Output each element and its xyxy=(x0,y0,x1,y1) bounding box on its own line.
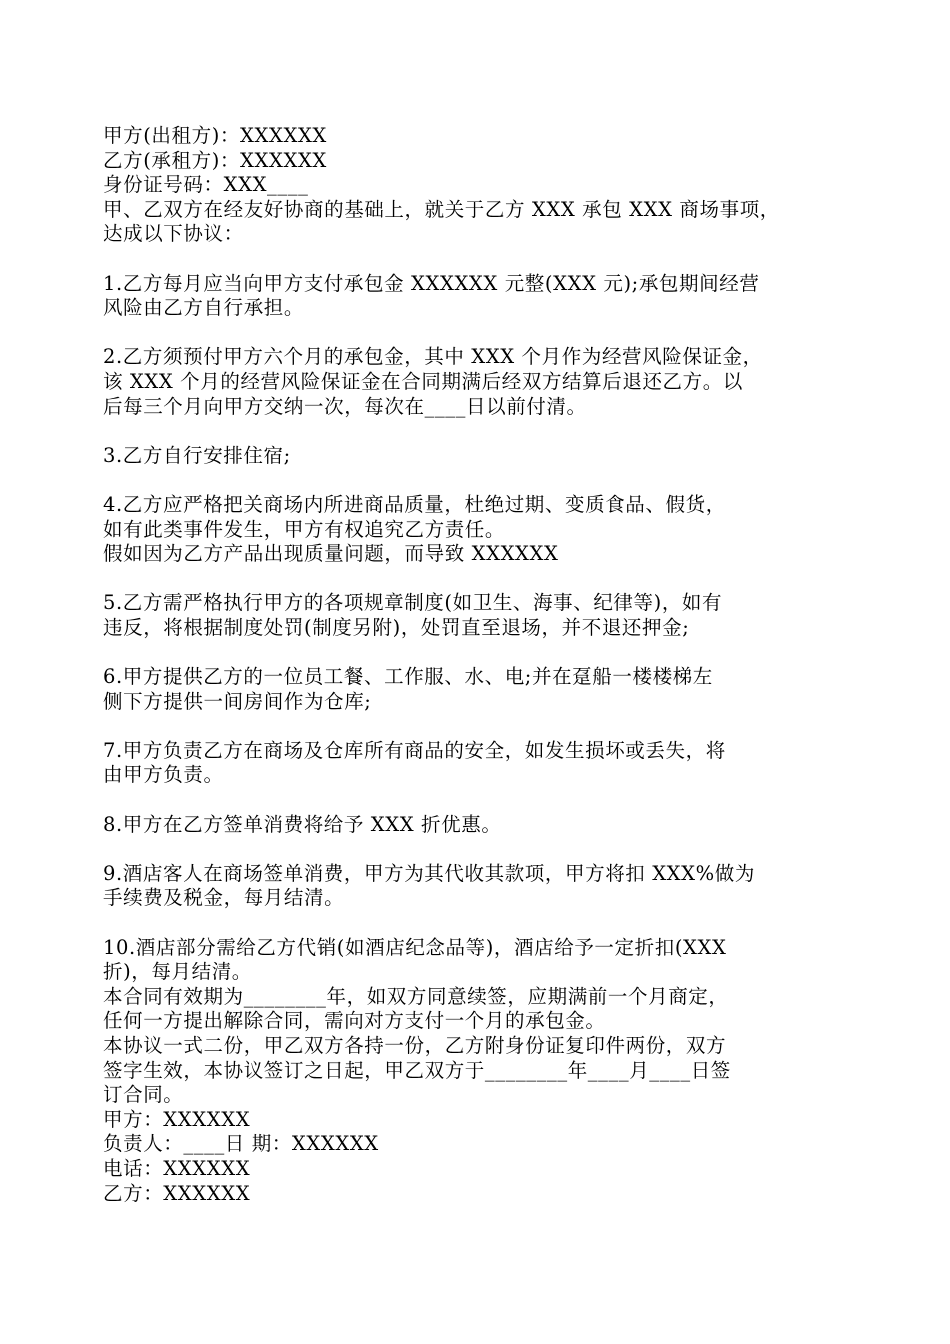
term-line: 任何一方提出解除合同，需向对方支付一个月的承包金。 xyxy=(103,1009,606,1033)
intro-line: 达成以下协议： xyxy=(103,222,244,246)
copies-line: 签字生效，本协议签订之日起，甲乙双方于________年____月____日签 xyxy=(103,1058,731,1082)
id-number-line: 身份证号码：XXX____ xyxy=(103,173,309,197)
clause-8-line: 8.甲方在乙方签单消费将给予 XXX 折优惠。 xyxy=(103,812,502,836)
contract-document xyxy=(103,124,863,1206)
clause-10-line: 10.酒店部分需给乙方代销(如酒店纪念品等)，酒店给予一定折扣(XXX xyxy=(103,935,727,959)
clause-3-line: 3.乙方自行安排住宿; xyxy=(103,443,291,467)
clause-6-line: 6.甲方提供乙方的一位员工餐、工作服、水、电;并在趸船一楼楼梯左 xyxy=(103,665,713,689)
term-line: 本合同有效期为________年，如双方同意续签，应期满前一个月商定， xyxy=(103,984,729,1008)
clause-2-line: 2.乙方须预付甲方六个月的承包金，其中 XXX 个月作为经营风险保证金， xyxy=(103,345,763,369)
clause-1-line: 风险由乙方自行承担。 xyxy=(103,296,305,320)
clause-5-line: 5.乙方需严格执行甲方的各项规章制度(如卫生、海事、纪律等)，如有 xyxy=(103,591,723,615)
clause-4-line: 4.乙方应严格把关商场内所进商品质量，杜绝过期、变质食品、假货， xyxy=(103,492,726,516)
clause-2-line: 后每三个月向甲方交纳一次，每次在____日以前付清。 xyxy=(103,394,587,418)
paragraph-gap xyxy=(103,640,863,665)
signature-phone: 电话：XXXXXX xyxy=(103,1156,251,1180)
copies-line: 订合同。 xyxy=(103,1083,184,1107)
paragraph-gap xyxy=(103,468,863,493)
signature-responsible: 负责人：____日 期：XXXXXX xyxy=(103,1132,379,1156)
paragraph-gap xyxy=(103,788,863,813)
clause-9-line: 手续费及税金，每月结清。 xyxy=(103,886,345,910)
clause-5-line: 违反，将根据制度处罚(制度另附)，处罚直至退场，并不退还押金; xyxy=(103,615,690,639)
clause-9-line: 9.酒店客人在商场签单消费，甲方为其代收其款项，甲方将扣 XXX%做为 xyxy=(103,861,755,885)
party-b-line: 乙方(承租方)：XXXXXX xyxy=(103,148,327,172)
intro-line: 甲、乙双方在经友好协商的基础上，就关于乙方 XXX 承包 XXX 商场事项， xyxy=(103,197,780,221)
clause-4-line: 假如因为乙方产品出现质量问题，而导致 XXXXXX xyxy=(103,542,559,566)
clause-7-line: 7.甲方负责乙方在商场及仓库所有商品的安全，如发生损坏或丢失，将 xyxy=(103,738,726,762)
party-a-line: 甲方(出租方)：XXXXXX xyxy=(103,124,327,147)
signature-party-a: 甲方：XXXXXX xyxy=(103,1107,251,1131)
clause-2-line: 该 XXX 个月的经营风险保证金在合同期满后经双方结算后退还乙方。以 xyxy=(103,369,743,393)
paragraph-gap xyxy=(103,247,863,272)
paragraph-gap xyxy=(103,837,863,862)
paragraph-gap xyxy=(103,567,863,592)
clause-7-line: 由甲方负责。 xyxy=(103,763,224,787)
signature-party-b: 乙方：XXXXXX xyxy=(103,1181,251,1205)
clause-4-line: 如有此类事件发生，甲方有权追究乙方责任。 xyxy=(103,517,506,541)
clause-10-line: 折)，每月结清。 xyxy=(103,960,252,984)
paragraph-gap xyxy=(103,714,863,739)
clause-6-line: 侧下方提供一间房间作为仓库; xyxy=(103,689,372,713)
paragraph-gap xyxy=(103,911,863,936)
paragraph-gap xyxy=(103,419,863,444)
clause-1-line: 1.乙方每月应当向甲方支付承包金 XXXXXX 元整(XXX 元);承包期间经营 xyxy=(103,271,760,295)
paragraph-gap xyxy=(103,321,863,346)
copies-line: 本协议一式二份，甲乙双方各持一份，乙方附身份证复印件两份，双方 xyxy=(103,1033,727,1057)
